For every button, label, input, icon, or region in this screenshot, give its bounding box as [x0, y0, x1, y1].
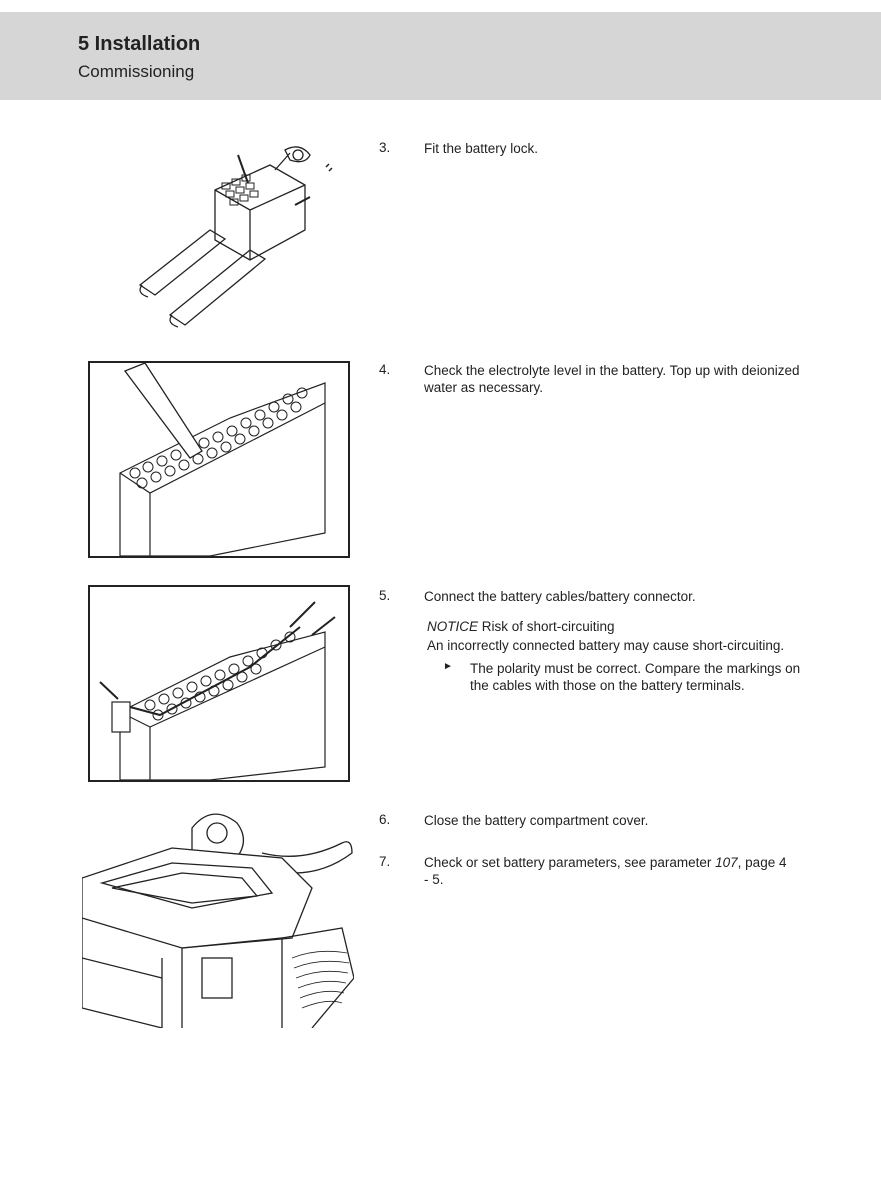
step-text-part: Check or set battery parameters, see parameter — [424, 855, 716, 870]
chapter-title: 5 Installation — [78, 33, 201, 55]
battery-connector-figure — [88, 585, 350, 782]
step-number: 6. — [379, 812, 391, 827]
battery-cells-illustration — [90, 363, 348, 556]
step-text: Check the electrolyte level in the battery. Top up with deionized water as necessary. — [424, 363, 800, 395]
battery-electrolyte-figure — [88, 361, 350, 558]
notice-heading — [427, 619, 615, 634]
battery-cables-illustration — [90, 587, 348, 780]
notice-label: NOTICE — [427, 619, 479, 634]
parameter-reference: 107 — [715, 855, 738, 870]
notice-text: An incorrectly connected battery may cause short-circuiting. — [427, 638, 785, 653]
pallet-truck-illustration — [130, 135, 340, 330]
battery-compartment-cover-illustration — [82, 808, 354, 1028]
section-title: Commissioning — [78, 62, 195, 81]
step-number: 4. — [379, 362, 391, 377]
step-text-part: , page 4 - 5. — [424, 855, 787, 887]
page-header — [0, 12, 881, 100]
step-text — [424, 854, 794, 888]
step-text: Connect the battery cables/battery connector. — [424, 589, 696, 604]
step-text: Fit the battery lock. — [424, 141, 539, 156]
notice-title: Risk of short-circuiting — [478, 619, 615, 634]
step-text: Close the battery compartment cover. — [424, 813, 649, 828]
notice-bullet-text: The polarity must be correct. Compare the markings on the cables with those on the battery terminals. — [470, 661, 801, 693]
step-number: 3. — [379, 140, 391, 155]
step-number: 5. — [379, 588, 391, 603]
bullet-arrow-icon: ► — [443, 661, 453, 672]
step-number: 7. — [379, 854, 391, 869]
